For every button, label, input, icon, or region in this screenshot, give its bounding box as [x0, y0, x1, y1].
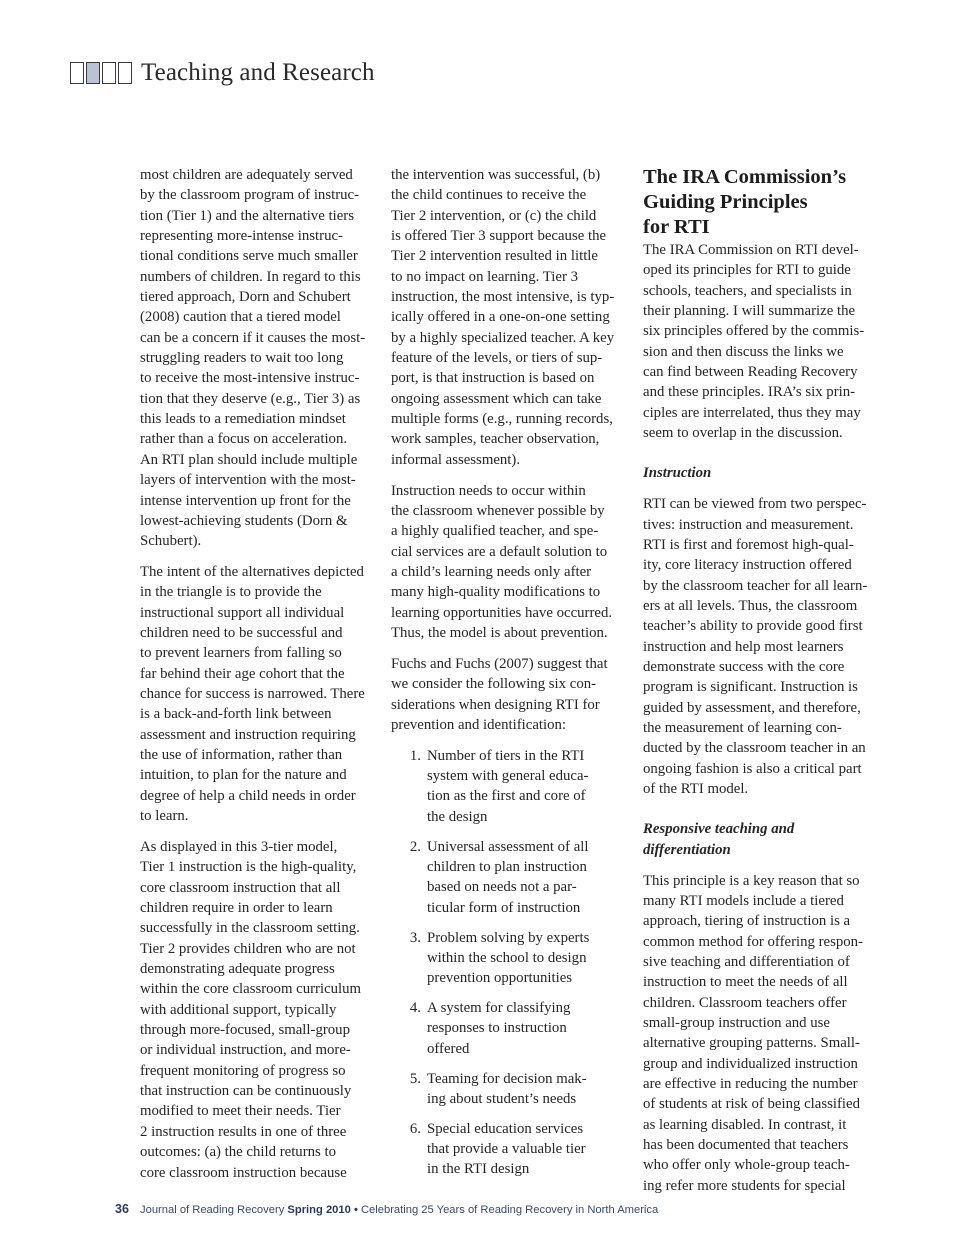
list-item-text — [427, 1069, 597, 1110]
text-line: many high-quality modifications to — [391, 584, 601, 601]
text-line: of the RTI model. — [643, 781, 749, 798]
text-line: most children are adequately served — [140, 167, 353, 183]
text-line: teacher’s ability to provide good first — [643, 618, 863, 635]
text-line: children to plan instruction — [427, 859, 587, 875]
text-line: feature of the levels, or tiers of sup- — [391, 350, 603, 367]
text-line: prevention opportunities — [427, 970, 573, 987]
text-line: with additional support, typically — [140, 1001, 337, 1018]
text-line: Problem solving by experts — [427, 929, 590, 946]
text-line: to no impact on learning. Tier 3 — [391, 268, 578, 285]
text-line: within the core classroom curriculum — [140, 981, 362, 998]
text-line: we consider the following six con- — [391, 676, 597, 693]
text-line: children need to be successful and — [140, 625, 343, 642]
text-line: can find between Reading Recovery — [643, 364, 858, 381]
header-box — [70, 62, 84, 84]
text-line: (2008) caution that a tiered model — [140, 309, 341, 326]
footer-separator: • — [353, 1204, 358, 1216]
text-line: children. Classroom teachers offer — [643, 994, 847, 1011]
header-box — [118, 62, 132, 84]
list-item-number: 6. — [409, 1120, 421, 1137]
text-line: tion as the first and core of — [427, 788, 586, 805]
text-line: core classroom instruction because — [140, 1164, 347, 1181]
text-line: of students at risk of being classified — [643, 1096, 860, 1113]
text-line: this leads to a remediation mindset — [140, 411, 346, 428]
paragraph — [140, 165, 376, 552]
text-line: ing about student’s needs — [427, 1090, 577, 1107]
text-line: by a highly specialized teacher. A key — [391, 329, 615, 346]
text-line: The IRA Commission’s — [643, 166, 847, 188]
list-item-text — [427, 998, 597, 1059]
text-line: Fuchs and Fuchs (2007) suggest that — [391, 655, 608, 672]
list-item — [391, 837, 627, 918]
text-line: the intervention was successful, (b) — [391, 167, 601, 183]
subheading-instruction — [643, 463, 879, 483]
paragraph — [140, 562, 376, 826]
text-line: Thus, the model is about prevention. — [391, 625, 608, 642]
text-line: six principles offered by the commis- — [643, 323, 865, 340]
text-line: guided by assessment, and therefore, — [643, 699, 861, 716]
text-line: system with general educa- — [427, 768, 589, 785]
paragraph — [140, 837, 376, 1183]
list-item-text — [427, 746, 597, 827]
text-line: Schubert). — [140, 533, 202, 550]
text-line: A system for classifying — [427, 1000, 571, 1017]
paragraph — [391, 165, 627, 470]
text-line: to learn. — [140, 808, 189, 825]
text-line: the use of information, rather than — [140, 747, 343, 764]
text-line: a highly qualified teacher, and spe- — [391, 523, 599, 540]
text-line: An RTI plan should include multiple — [140, 451, 358, 468]
header-boxes-decoration — [70, 62, 132, 84]
text-line: ducted by the classroom teacher in an — [643, 740, 866, 757]
text-line: that instruction can be continuously — [140, 1083, 352, 1100]
text-line: instruction to meet the needs of all — [643, 974, 848, 991]
column-2 — [391, 165, 627, 1189]
text-line: differentiation — [643, 841, 731, 858]
text-line: port, is that instruction is based on — [391, 370, 595, 387]
list-item-text — [427, 1119, 597, 1180]
text-line: Tier 1 instruction is the high-quality, — [140, 859, 357, 876]
text-line: 2 instruction results in one of three — [140, 1123, 347, 1140]
running-header — [70, 56, 375, 90]
text-line: to receive the most-intensive instruc- — [140, 370, 360, 387]
text-line: the classroom whenever possible by — [391, 503, 605, 519]
text-line: has been documented that teachers — [643, 1137, 849, 1154]
text-line: is offered Tier 3 support because the — [391, 228, 607, 245]
text-line: Number of tiers in the RTI — [427, 747, 585, 764]
text-line: is a back-and-forth link between — [140, 706, 332, 723]
considerations-list — [391, 746, 627, 1180]
text-line: ers at all levels. Thus, the classroom — [643, 598, 858, 614]
text-line: demonstrate success with the core — [643, 659, 845, 676]
page-footer — [115, 1202, 658, 1216]
text-line: children require in order to learn — [140, 900, 333, 917]
text-line: tional conditions serve much smaller — [140, 248, 358, 265]
text-line: modified to meet their needs. Tier — [140, 1103, 341, 1120]
list-item — [391, 1119, 627, 1180]
text-line: Tier 2 intervention, or (c) the child — [391, 207, 597, 224]
text-line: struggling readers to wait too long — [140, 350, 344, 367]
text-line: Instruction — [643, 465, 712, 482]
text-line: in the triangle is to provide the — [140, 584, 322, 601]
text-line: and these principles. IRA’s six prin- — [643, 384, 856, 401]
text-line: layers of intervention with the most- — [140, 472, 356, 489]
text-line: by the classroom program of instruc- — [140, 187, 360, 204]
text-line: rather than a focus on acceleration. — [140, 431, 348, 448]
text-line: ongoing fashion is also a critical part — [643, 760, 862, 777]
text-line: frequent monitoring of progress so — [140, 1062, 346, 1079]
text-line: to prevent learners from falling so — [140, 645, 342, 662]
list-item-number: 1. — [409, 747, 421, 764]
text-line: multiple forms (e.g., running records, — [391, 411, 613, 428]
text-line: tion (Tier 1) and the alternative tiers — [140, 207, 354, 224]
text-line: tion that they deserve (e.g., Tier 3) as — [140, 390, 361, 407]
subheading-responsive-teaching — [643, 819, 879, 860]
text-line: sive teaching and differentiation of — [643, 954, 850, 970]
text-line: work samples, teacher observation, — [391, 431, 600, 448]
text-line: siderations when designing RTI for — [391, 696, 600, 713]
text-line: far behind their age cohort that the — [140, 665, 345, 682]
list-item-number: 5. — [409, 1070, 421, 1087]
text-line: RTI is first and foremost high-qual- — [643, 536, 854, 553]
text-line: the design — [427, 808, 488, 825]
text-line: lowest-achieving students (Dorn & — [140, 512, 348, 529]
text-line: core classroom instruction that all — [140, 879, 341, 896]
text-line: Teaming for decision mak- — [427, 1070, 587, 1087]
text-line: representing more-intense instruc- — [140, 228, 343, 245]
text-line: seem to overlap in the discussion. — [643, 425, 843, 442]
text-line: within the school to design — [427, 949, 587, 966]
text-line: by the classroom teacher for all learn- — [643, 577, 868, 594]
text-line: based on needs not a par- — [427, 879, 577, 896]
text-line: informal assessment). — [391, 451, 521, 468]
text-line: Responsive teaching and — [643, 821, 795, 838]
text-line: small-group instruction and use — [643, 1015, 830, 1032]
text-line: who offer only whole-group teach- — [643, 1157, 850, 1174]
text-line: ing refer more students for special — [643, 1177, 846, 1194]
text-line: demonstrating adequate progress — [140, 961, 335, 978]
text-line: chance for success is narrowed. There — [140, 686, 365, 703]
text-line: The intent of the alternatives depicted — [140, 564, 364, 581]
text-line: common method for offering respon- — [643, 933, 863, 950]
intro-paragraph — [643, 240, 879, 443]
list-item — [391, 998, 627, 1059]
column-3 — [643, 165, 879, 1207]
journal-name: Journal of Reading Recovery — [140, 1204, 285, 1216]
section-title: Teaching and Research — [141, 59, 375, 86]
text-line: ciples are interrelated, thus they may — [643, 404, 861, 421]
text-line: ity, core literacy instruction offered — [643, 557, 852, 574]
list-item — [391, 746, 627, 827]
text-line: that provide a valuable tier — [427, 1141, 586, 1158]
header-box — [102, 62, 116, 84]
text-line: the measurement of learning con- — [643, 720, 842, 737]
text-line: ically offered in a one-on-one setting — [391, 309, 610, 326]
text-line: prevention and identification: — [391, 716, 567, 733]
header-box-filled — [86, 62, 100, 84]
text-line: Tier 2 intervention resulted in little — [391, 248, 598, 265]
text-line: offered — [427, 1040, 470, 1057]
text-line: numbers of children. In regard to this — [140, 268, 361, 285]
text-line: for RTI — [643, 216, 710, 238]
text-line: Instruction needs to occur within — [391, 482, 586, 499]
list-item-number: 4. — [409, 1000, 421, 1017]
text-line: degree of help a child needs in order — [140, 787, 356, 804]
section-heading — [643, 165, 879, 240]
list-item — [391, 928, 627, 989]
paragraph — [643, 871, 879, 1197]
text-line: are effective in reducing the number — [643, 1076, 858, 1093]
list-item-text — [427, 837, 597, 918]
text-line: instruction and help most learners — [643, 638, 844, 655]
text-line: RTI can be viewed from two perspec- — [643, 496, 867, 513]
text-line: This principle is a key reason that so — [643, 872, 860, 889]
text-line: tives: instruction and measurement. — [643, 516, 854, 533]
text-line: responses to instruction — [427, 1020, 567, 1037]
text-line: instruction, the most intensive, is typ- — [391, 289, 615, 306]
page-number: 36 — [115, 1202, 129, 1216]
text-line: outcomes: (a) the child returns to — [140, 1144, 337, 1161]
text-line: successfully in the classroom setting. — [140, 920, 360, 937]
list-item-number: 2. — [409, 838, 421, 855]
footer-tagline: Celebrating 25 Years of Reading Recovery in North America — [360, 1204, 659, 1216]
text-line: or individual instruction, and more- — [140, 1042, 351, 1059]
text-line: tiered approach, Dorn and Schubert — [140, 289, 351, 306]
text-line: a child’s learning needs only after — [391, 564, 592, 581]
text-line: in the RTI design — [427, 1161, 530, 1178]
list-item — [391, 1069, 627, 1110]
text-line: through more-focused, small-group — [140, 1022, 350, 1039]
text-line: As displayed in this 3-tier model, — [140, 839, 338, 855]
text-line: cial services are a default solution to — [391, 543, 608, 560]
paragraph — [391, 481, 627, 644]
text-line: program is significant. Instruction is — [643, 679, 858, 696]
text-line: learning opportunities have occurred. — [391, 604, 613, 621]
text-line: Tier 2 provides children who are not — [140, 940, 356, 957]
text-line: instructional support all individual — [140, 604, 345, 621]
text-line: can be a concern if it causes the most- — [140, 329, 366, 346]
list-item-number: 3. — [409, 929, 421, 946]
list-item-text — [427, 928, 597, 989]
text-line: group and individualized instruction — [643, 1055, 858, 1072]
text-line: as learning disabled. In contrast, it — [643, 1116, 847, 1133]
text-line: ticular form of instruction — [427, 899, 581, 916]
text-line: Universal assessment of all — [427, 838, 589, 855]
text-line: many RTI models include a tiered — [643, 892, 844, 909]
text-line: ongoing assessment which can take — [391, 390, 602, 407]
text-line: assessment and instruction requiring — [140, 726, 356, 743]
paragraph — [391, 654, 627, 735]
text-line: The IRA Commission on RTI devel- — [643, 242, 859, 258]
column-1 — [140, 165, 376, 1193]
text-line: intense intervention up front for the — [140, 492, 351, 509]
text-line: schools, teachers, and specialists in — [643, 282, 852, 299]
text-line: alternative grouping patterns. Small- — [643, 1035, 860, 1052]
issue-label: Spring 2010 — [287, 1204, 351, 1216]
text-line: the child continues to receive the — [391, 187, 587, 204]
text-line: intuition, to plan for the nature and — [140, 767, 347, 784]
paragraph — [643, 494, 879, 799]
text-line: their planning. I will summarize the — [643, 303, 856, 320]
text-line: sion and then discuss the links we — [643, 343, 844, 360]
text-line: Special education services — [427, 1120, 584, 1137]
text-line: approach, tiering of instruction is a — [643, 913, 851, 930]
text-line: oped its principles for RTI to guide — [643, 262, 851, 279]
text-line: Guiding Principles — [643, 191, 808, 213]
